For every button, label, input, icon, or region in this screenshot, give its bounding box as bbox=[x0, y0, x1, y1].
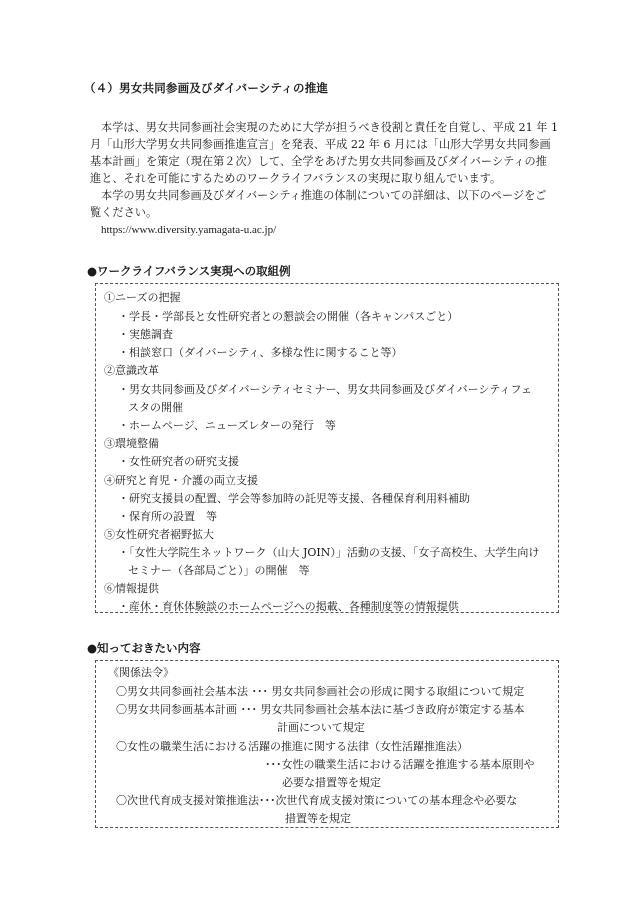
worklife-item: セミナー（各部局ごと）」の開催 等 bbox=[128, 564, 310, 577]
knowledge-item: 《関係法令》 bbox=[108, 666, 174, 679]
knowledge-item: 措置等を規定 bbox=[285, 812, 351, 825]
worklife-item: ・実態調査 bbox=[118, 328, 173, 341]
worklife-item: ・研究支援員の配置、学会等参加時の託児等支援、各種保育利用料補助 bbox=[118, 492, 470, 505]
intro-p2-line1: 本学の男女共同参画及びダイバーシティ推進の体制についての詳細は、以下のページをご bbox=[101, 189, 547, 202]
knowledge-item: 〇次世代育成支援対策推進法･･･次世代育成支援対策についての基本理念や必要な bbox=[116, 794, 518, 807]
worklife-heading: ●ワークライフバランス実現への取組例 bbox=[87, 264, 291, 278]
worklife-item: ・産休・育休体験談のホームページへの掲載、各種制度等の情報提供 bbox=[118, 600, 459, 613]
worklife-item: ・保育所の設置 等 bbox=[118, 510, 217, 523]
knowledge-item: 〇女性の職業生活における活躍の推進に関する法律（女性活躍推進法） bbox=[116, 740, 468, 753]
worklife-item: ⑤女性研究者裾野拡大 bbox=[104, 528, 214, 541]
knowledge-item: 計画について規定 bbox=[277, 721, 365, 734]
intro-p1-line3: 基本計画」を策定（現在第２次）して、全学をあげた男女共同参画及びダイバーシティの推 bbox=[90, 155, 547, 168]
knowledge-item: 〇男女共同参画社会基本法 ･･･ 男女共同参画社会の形成に関する取組について規定 bbox=[116, 685, 525, 698]
worklife-item: ③環境整備 bbox=[104, 437, 159, 450]
intro-p1-line2: 月「山形大学男女共同参画推進宣言」を発表、平成 22 年 6 月には「山形大学男女共同参画 bbox=[90, 138, 551, 151]
worklife-item: ・相談窓口（ダイバーシティ、多様な性に関すること等） bbox=[118, 346, 403, 359]
intro-p2-line2: 覧ください。 bbox=[90, 206, 158, 219]
worklife-item: ・ホームページ、ニューズレターの発行 等 bbox=[118, 419, 336, 432]
knowledge-item: ･･･女性の職業生活における活躍を推進する基本原則や bbox=[265, 758, 535, 771]
worklife-item: ・女性研究者の研究支援 bbox=[118, 455, 239, 468]
section-title: （４）男女共同参画及びダイバーシティの推進 bbox=[84, 81, 329, 95]
intro-p1-line4: 進と、それを可能にするためのワークライフバランスの実現に取り組んでいます。 bbox=[90, 172, 502, 185]
knowledge-heading: ●知っておきたい内容 bbox=[87, 641, 201, 655]
worklife-item: ⑥情報提供 bbox=[104, 582, 159, 595]
diversity-url-link[interactable]: https://www.diversity.yamagata-u.ac.jp/ bbox=[101, 224, 277, 236]
knowledge-item: 必要な措置等を規定 bbox=[282, 776, 381, 789]
worklife-item: ④研究と育児・介護の両立支援 bbox=[104, 474, 258, 487]
worklife-item: ②意識改革 bbox=[104, 364, 159, 377]
worklife-item: スタの開催 bbox=[128, 401, 183, 414]
worklife-item: ・「女性大学院生ネットワーク（山大 JOIN）」活動の支援、「女子高校生、大学生向け bbox=[118, 546, 540, 559]
worklife-item: ・学長・学部長と女性研究者との懇談会の開催（各キャンパスごと） bbox=[118, 310, 459, 323]
worklife-item: ・男女共同参画及びダイバーシティセミナー、男女共同参画及びダイバーシティフェ bbox=[118, 383, 532, 396]
knowledge-item: 〇男女共同参画基本計画 ･･･ 男女共同参画社会基本法に基づき政府が策定する基本 bbox=[116, 703, 525, 716]
intro-p1-line1: 本学は、男女共同参画社会実現のために大学が担うべき役割と責任を自覚し、平成 21 年 1 bbox=[101, 121, 559, 134]
worklife-item: ①ニーズの把握 bbox=[104, 291, 181, 304]
